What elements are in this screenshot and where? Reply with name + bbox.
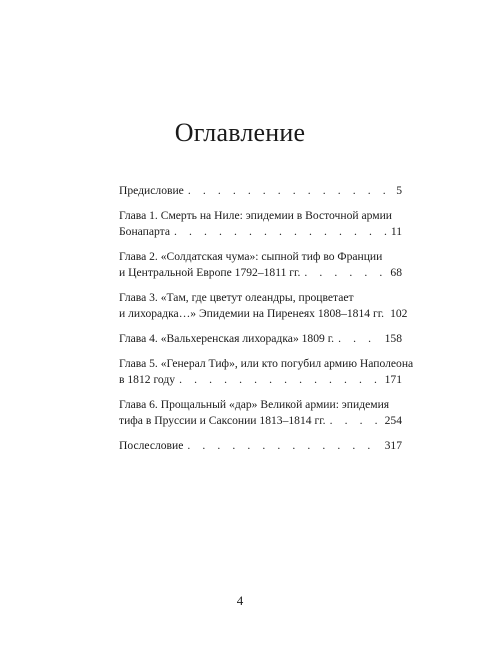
dot-leader [179,372,383,388]
toc-entry-title: Послесловие [119,439,184,452]
toc-entry-chapter-6[interactable] [119,397,402,429]
toc-entry-title-continued: Бонапарта [119,225,170,238]
toc-entry-title: Глава 2. «Солдатская чума»: сыпной тиф во Франции [119,250,383,263]
toc-page-number: 68 [390,266,402,279]
toc-entry-title-continued: и Центральной Европе 1792–1811 гг. [119,266,301,279]
toc-page-number: 11 [390,225,402,238]
dot-leader [187,438,382,454]
toc-page-number: 171 [384,373,402,386]
toc-entry-title: Предисловие [119,184,184,197]
toc-page-number: 158 [384,332,402,345]
dot-leader [330,413,383,429]
toc-entry-title: Глава 4. «Вальхеренская лихорадка» 1809 г. [119,332,335,345]
toc-entry-title: Глава 1. Смерть на Ниле: эпидемии в Восточной армии [119,209,392,222]
toc-entry-chapter-3[interactable] [119,290,408,322]
dot-leader [174,224,389,240]
toc-entry-chapter-2[interactable] [119,249,402,281]
toc-page-number: 254 [384,414,402,427]
toc-entry-title: Глава 5. «Генерал Тиф», или кто погубил армию Наполеона [119,357,414,370]
page-title: Оглавление [174,118,306,147]
toc-entry-title-continued: и лихорадка…» Эпидемии на Пиренеях 1808–1814 гг. [119,307,385,320]
dot-leader [338,331,383,347]
toc-entry-chapter-1[interactable] [119,208,402,240]
toc-entry-title: Глава 3. «Там, где цветут олеандры, процветает [119,291,354,304]
table-of-contents [119,183,414,463]
toc-entry-title-continued: в 1812 году [119,373,176,386]
toc-entry-title-continued: тифа в Пруссии и Саксонии 1813–1814 гг. [119,414,326,427]
toc-entry-chapter-4[interactable] [119,331,402,347]
dot-leader [304,265,388,281]
page-number-footer: 4 [236,593,244,608]
toc-entry-title: Глава 6. Прощальный «дар» Великой армии: эпидемия [119,398,390,411]
toc-page-number: 5 [396,184,402,197]
toc-entry-chapter-5[interactable] [119,356,414,388]
toc-entry-afterword[interactable] [119,438,402,454]
toc-entry-preface[interactable] [119,183,402,199]
toc-page-number: 317 [384,439,402,452]
dot-leader [188,183,394,199]
toc-page-number: 102 [390,307,408,320]
